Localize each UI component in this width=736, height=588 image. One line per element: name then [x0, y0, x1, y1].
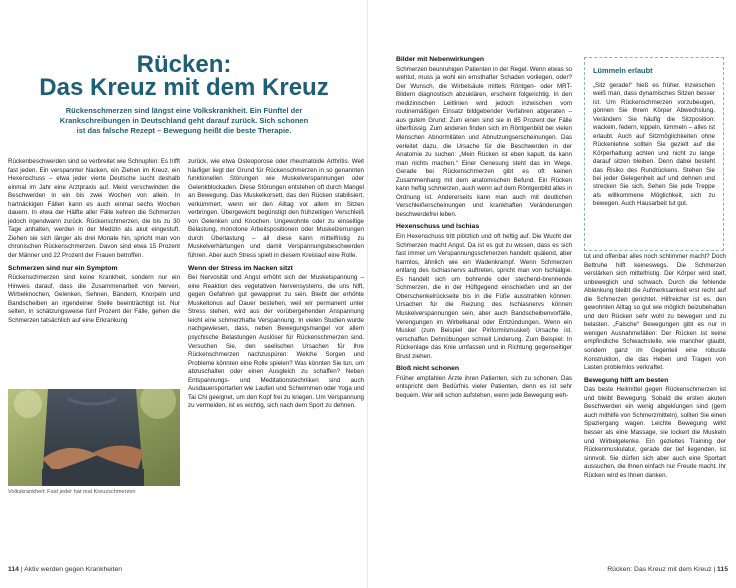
right-page-number: 115: [717, 566, 728, 573]
box-title: Lümmeln erlaubt: [593, 66, 653, 75]
right-footer: [607, 565, 728, 574]
col4-paragraph-1: tut und offenbar alles noch schlimmer macht? Doch Bettruhe hilft keineswegs. Die Schmerzen verstärken sich mittelfristig. Der Körper wird steif, unbeweglich und schwach. Durch die fehlende Ablenkung bleibt die Aufmerksamkeit erst recht auf die Schmerzen gerichtet. Hilfreicher ist es, den gewohnten Alltag so gut wie möglich beizubehalten und den Rücken sehr wohl zu bewegen und zu belasten. „Falsche“ Bewegungen gibt es nur in wenigen Ausnahmefällen: Der Rücken ist keine empfindliche Schwachstelle, wie mancher glaubt, sondern ganz im Gegenteil eine robuste Konstruktion, die das Heben und Tragen von Lasten problemlos verkraftet.: [584, 253, 726, 372]
page-title-line2: Das Kreuz mit dem Kreuz: [39, 74, 329, 101]
col1-paragraph-2: Rückenschmerzen sind keine Krankheit, sondern nur ein Hinweis darauf, dass die Zusammenarbeit von Nerven, Wirbelknochen, Gelenken, Sehnen, Bändern, Knorpeln und Bandscheiben an irgendeiner Stelle beeinträchtigt ist. Nur selten, in schätzungsweise fünf Prozent der Fälle, gehen die Schmerzen tatsächlich auf eine Erkrankung: [8, 274, 180, 324]
col2-paragraph-2: Bei Nervosität und Angst erhöht sich der Muskelspannung – eine Reaktion des vegetativen Nervensystems, die uns hilft, gegen Gefahren gut gewappnet zu sein. Bleibt der erhöhte Muskeltonus auf Dauer bestehen, weil wir permanent unter Stress stehen, wird aus der vorübergehenden Anspannung leicht eine schmerzhafte Verspannung. In vielen Studien wurde nachgewiesen, dass, neben Bewegungsmangel vor allem psychische Belastungen Auslöser für Rückenschmerzen sind. Versuchen Sie, den seelischen Ursachen für Ihre Rückenschmerzen nachzuspüren: Welche Sorgen und Probleme könnten eine Rolle spielen? Was könnten Sie tun, um abzuschalten oder einen Ausgleich zu schaffen? Neben Entspannungs- und Meditationstechniken sind auch Ausdauersportarten wie Laufen und Schwimmen oder Yoga und Tai Chi geeignet, um den Kopf frei zu kriegen. Um Verspannung zu vermeiden, ist es wichtig, sich nach dem Sport zu dehnen.: [188, 274, 364, 410]
column-2: [188, 158, 364, 411]
column-1: [8, 158, 180, 325]
col1-heading-2: Schmerzen sind nur ein Symptom: [8, 264, 118, 272]
column-3: [396, 56, 572, 400]
col3-heading-1: Bilder mit Nebenwirkungen: [396, 56, 484, 63]
col3-heading-3: Bloß nicht schonen: [396, 365, 460, 373]
box-text: „Sitz gerade!“ hieß es früher. Inzwischen weiß man, dass dynamisches Sitzen besser ist. Um Rückenschmerzen vorzubeugen, gönnen Sie Ihrem Körper Abwechslung. Verändern Sie häufig die Sitzposition: wackeln, federn, kippeln, lümmeln – alles ist erlaubt. Auch auf Sitzmöglichkeiten ohne Rückenlehne sollten Sie gezielt auf die Körperhaltung achten und nicht zu lange darauf sitzen bleiben. Denn dabei besteht das Risiko des Rundrückens. Stehen Sie bei jeder Gelegenheit auf und dehnen und strecken Sie sich. Sehen Sie jede Treppe als willkommene Möglichkeit, sich zu bewegen. Auch Hausarbeit tut gut.: [593, 82, 715, 208]
footer-separator: |: [713, 566, 718, 573]
col4-paragraph-2: Das beste Heilmittel gegen Rückenschmerzen ist und bleibt Bewegung. Sobald die ersten akuten Beschwerden ein wenig abgeklungen sind (gern auch mithilfe von Schmerzmitteln), sollten Sie einen Spaziergang wagen. Leichte Bewegung wirkt besser als eine Massage, sie lockert die Muskeln und Wirbelgelenke. Ein gezieltes Training der Rückenmuskulatur, gerade der tief liegenden, ist sinnvoll. Sie dürfen sich aber auch eine Sportart aussuchen, die Ihnen einfach nur Freude macht. Ihr Rücken wird es Ihnen danken.: [584, 386, 726, 479]
col3-paragraph-3: Früher empfahlen Ärzte ihren Patienten, sich zu schonen. Das entspricht dem Bedürfnis vieler Patienten, denn es ist sehr bequem. Wer will schon aufstehen, wenn jede Bewegung weh-: [396, 374, 572, 399]
lead-paragraph: Rückenschmerzen sind längst eine Volkskrankheit. Ein Fünftel der Krankschreibungen in Deutschland geht darauf zurück. Sich schonen ist das falsche Rezept – Bewegung heißt die beste Therapie.: [59, 106, 309, 135]
col4-heading-2: Bewegung hilft am besten: [584, 376, 669, 384]
left-footer-text: Aktiv werden gegen Krankheiten: [24, 566, 123, 573]
col3-paragraph-1: Schmerzen beunruhigen Patienten in der Regel. Wenn etwas so wehtut, muss ja wohl ein ernsthafter Schaden vorliegen, oder? Der Wunsch, die Wirbelsäule mittels Röntgen- oder MRT-Bildern diagnostisch abzuklären, erscheint folgerichtig. In den medizinischen Leitlinien wird jedoch inzwischen vom routinemäßigen Einsatz bildgebender Verfahren abgeraten – aus gutem Grund: Zum einen sind sie in 85 Prozent der Fälle überflüssig. Zum anderen finden sich im Röntgenbild bei vielen Menschen Abnormitäten und Abnutzungserscheinungen. Das verleitet dazu, die Ursache für die Beschwerden in der Anatomie zu suchen: „Mein Rücken ist eben kaputt, da kann man nichts machen.“ Einer Genesung steht das im Wege. Gerade bei Rückenschmerzen gibt es oft keinen Zusammenhang mit dem anatomischen Befund. Ein Rücken kann heftig schmerzen, auch wenn auf dem Röntgenbild alles in Ordnung ist. Andererseits kann man auch mit deutlichen Verschleißerscheinungen und krankhaften Veränderungen beschwerdefrei leben.: [396, 65, 572, 218]
col1-paragraph-1: Rückenbeschwerden sind so verbreitet wie Schnupfen: Es trifft fast jeden. Ein verspannter Nacken, ein Ziehen im Kreuz, ein Hexenschuss – etwa jeder vierte Deutsche sucht deshalb einmal im Jahr eine Arztpraxis auf. Meist verschwinden die Beschwerden in ein bis zwei Wochen von allein. In hartnäckigen Fällen kann es auch einmal sechs Wochen dauern. In etwa der Hälfte aller Fälle kehren die Schmerzen jedoch irgendwann zurück. Rückenschmerzen, die bis zu 30 Tage anhalten, werden in der Medizin als akut eingestuft. Ziehen sie sich länger als drei Monate hin, spricht man von chronischen Rückenschmerzen. Davon sind etwa 15 Prozent der Männer und 22 Prozent der Frauen betroffen.: [8, 158, 180, 260]
col2-heading-2: Wenn der Stress im Nacken sitzt: [188, 264, 293, 272]
left-page-number: 114: [8, 566, 19, 573]
sidebar-box: [584, 57, 724, 251]
col3-heading-2: Hexenschuss und Ischias: [396, 223, 480, 231]
left-footer: [8, 565, 122, 574]
page-title-line1: Rücken:: [136, 51, 232, 78]
footer-separator: |: [20, 566, 25, 573]
col2-paragraph-1: zurück, wie etwa Osteoporose oder rheumatoide Arthritis. Weit häufiger liegt der Grund für Rückenschmerzen in so genannten funktionellen Störungen wie Muskelverspannungen oder Gelenkblockaden. Diese Störungen entstehen oft durch Mangel an Bewegung. Das Muskelkorsett, das den Rücken stabilisiert, verkümmert, wenn wir den Alltag vor allem im Sitzen verbringen. Übergewicht begünstigt den frühzeitigen Verschleiß von Gelenken und Knochen. Ungewohnte oder zu einseitige Belastung, monotone Arbeitspositionen oder Muskelzerrungen durch Überlastung – all diese kann mittelfristig zu Muskelverhärtungen und damit Verspannungsbeschwerden führen. Aber auch Stress spielt in diesem Kreislauf eine Rolle.: [188, 158, 364, 260]
column-4: [584, 253, 726, 480]
back-pain-photo: [8, 389, 180, 486]
right-footer-text: Rücken: Das Kreuz mit dem Kreuz: [607, 566, 712, 573]
col3-paragraph-2: Ein Hexenschuss tritt plötzlich und oft heftig auf. Die Wucht der Schmerzen macht Angst. Da ist es gut zu wissen, dass es sich fast immer um Verspannungsschmerzen handelt: quälend, aber harmlos, ähnlich wie ein Wadenkrampf. Wenn Schmerzen entlang des Ischiasnervs auftreten, spricht man von Ischialgie. Es handelt sich um bohrende oder stechend-brennende Schmerzen, die in der Hüftgegend einschießen und an der Oberschenkelrückseite bis in die Füße ausstrahlen können. Ursachen für die Reizung des Ischiasnervs können Muskelverspannungen sein, aber auch Bandscheibenvorfälle, Verengungen im Wirbelkanal oder Entzündungen. Wenn ein Muskel (zum Beispiel der Piriformismuskel) Ursache ist, verschaffen Dehnübungen schnell Linderung. Zum Beispiel: In Rückenlage das Knie umfassen und in Richtung gegenseitiger Brust ziehen.: [396, 233, 572, 360]
photo-caption: Volkskrankheit: Fast jeder hat mal Kreuzschmerzen: [8, 489, 136, 495]
